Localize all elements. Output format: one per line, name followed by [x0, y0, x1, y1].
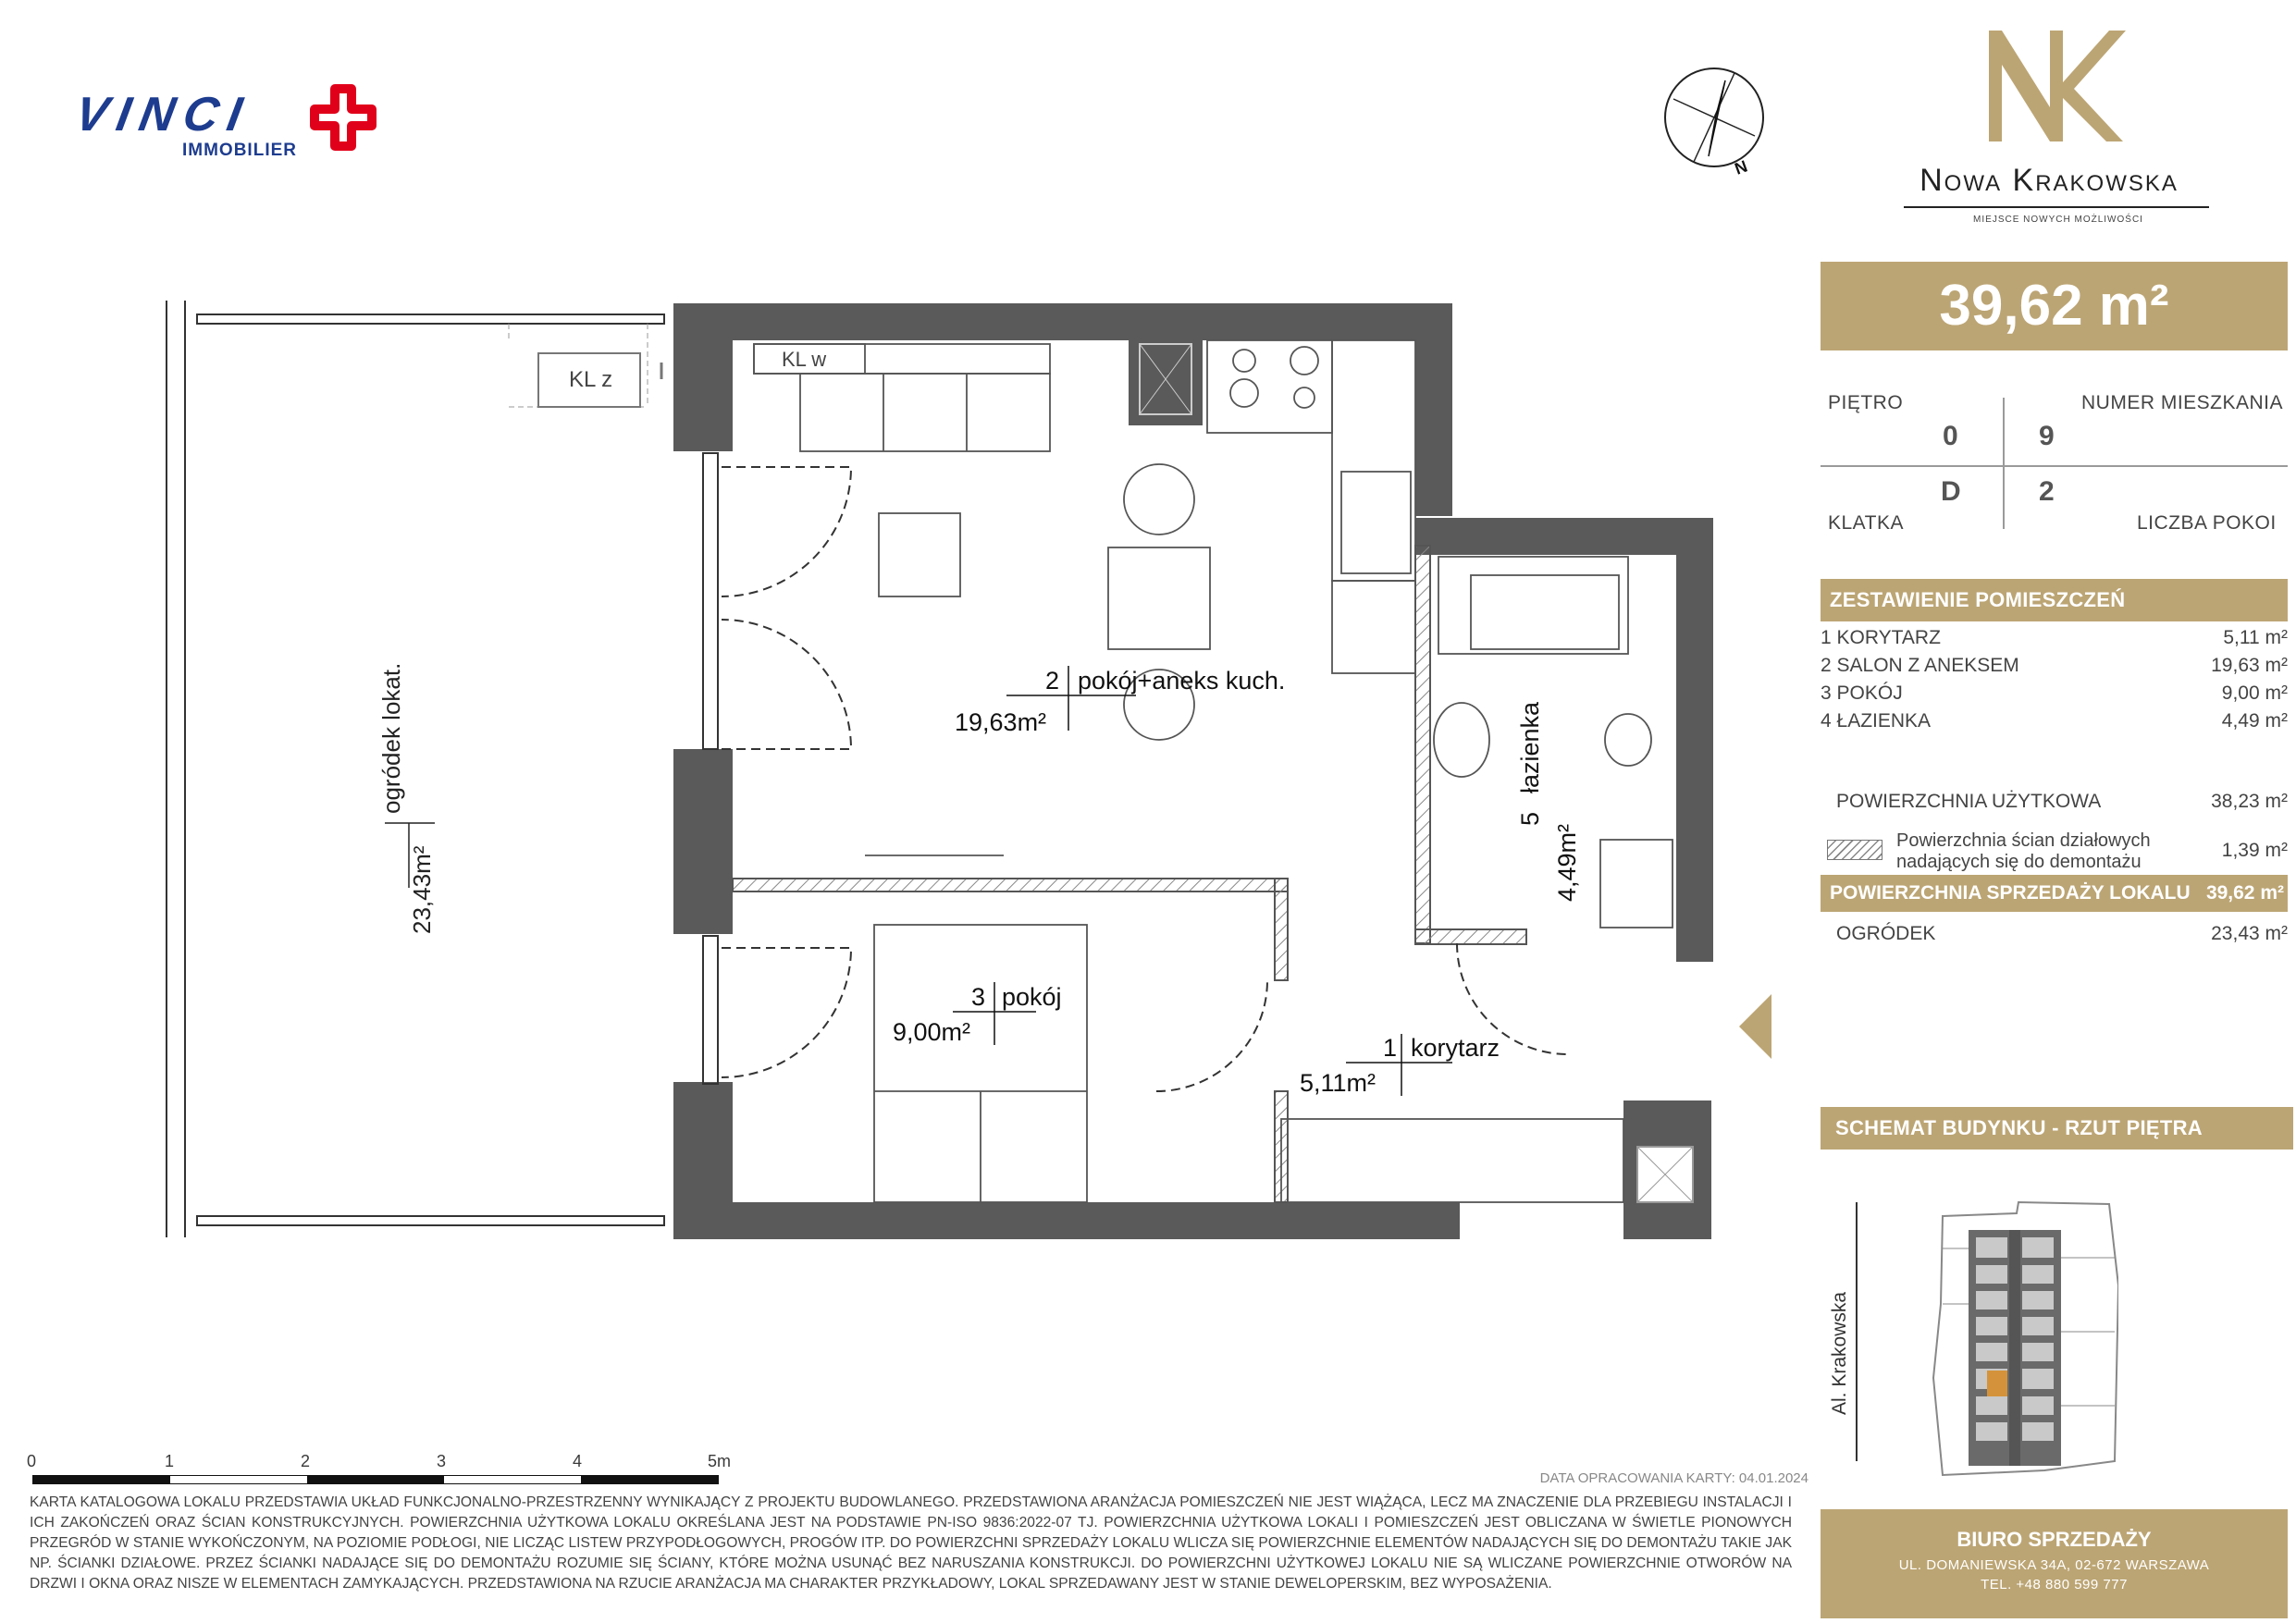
- room-row: [1821, 655, 2288, 682]
- room-row-area: 9,00 m²: [2221, 682, 2288, 704]
- scale-bar-strip: [32, 1475, 719, 1484]
- living-area: 19,63m²: [955, 708, 1047, 736]
- living-name: pokój+aneks kuch.: [1078, 667, 1286, 695]
- info-grid-vline: [2003, 398, 2005, 529]
- garden-label: OGRÓDEK: [1836, 923, 1936, 944]
- sale-area-row: [1821, 875, 2288, 912]
- sales-office-title: BIURO SPRZEDAŻY: [1957, 1528, 2152, 1551]
- room-row-name: 1 KORYTARZ: [1821, 627, 1941, 648]
- living-num: 2: [1045, 667, 1060, 695]
- scale-tick: 0: [27, 1452, 37, 1470]
- number-label: NUMER MIESZKANIA: [2081, 392, 2284, 413]
- number-value: 9: [2039, 421, 2055, 451]
- corridor-num: 1: [1383, 1034, 1398, 1062]
- partition-walls: [733, 546, 1526, 1202]
- garden-row: [1836, 923, 2288, 945]
- staircase-value: D: [1941, 476, 1961, 507]
- room-row-area: 4,49 m²: [2221, 710, 2288, 732]
- area-badge: [1821, 262, 2288, 350]
- usable-area-value: 38,23 m²: [2211, 791, 2288, 812]
- sales-office-address: UL. DOMANIEWSKA 34A, 02-672 WARSZAWA: [1898, 1557, 2210, 1573]
- bath-num: 5: [1516, 811, 1544, 826]
- room-num: 3: [971, 983, 986, 1011]
- floor-value: 0: [1943, 421, 1958, 451]
- staircase-label: KLATKA: [1828, 512, 1904, 534]
- room-row-area: 5,11 m²: [2223, 627, 2288, 648]
- corridor-name: korytarz: [1411, 1034, 1500, 1062]
- project-tagline: MIEJSCE NOWYCH MOŻLIWOŚCI: [1973, 215, 2143, 225]
- scale-tick: 1: [165, 1452, 175, 1470]
- area-value: 39,62 m²: [1939, 274, 2169, 338]
- room-row: [1821, 710, 2288, 738]
- garden-area: [167, 301, 664, 1237]
- nk-monogram-icon: [1970, 26, 2128, 146]
- room-row-area: 19,63 m²: [2211, 655, 2288, 676]
- garden-area-label: 23,43m²: [408, 845, 436, 934]
- garden-name: ogródek lokat.: [377, 662, 405, 814]
- disclaimer: KARTA KATALOGOWA LOKALU PRZEDSTAWIA UKŁAD FUNKCJONALNO-PRZESTRZENNY WYNIKAJĄCY Z PROJEKTU BUDOWLANEGO. PRZEDSTAWIONA ARANŻACJA POMIESZCZEŃ NIE JEST WIĄŻĄCA, LECZ MA ZNACZENIE DLA PRZEBIEGU INSTALACJI I ICH ZAKOŃCZEŃ ORAZ ŚCIAN KONSTRUKCYJNYCH. POWIERZCHNIA UŻYTKOWA LOKALU OKREŚLANA JEST NA PODSTAWIE PN-ISO 9836:2022-07 TJ. POWIERZCHNIA UŻYTKOWA LOKALI I POMIESZCZEŃ JEST OBLICZANA W ŚWIETLE PIONOWYCH PRZEGRÓD W STANIE WYKOŃCZONYM, NA POZIOMIE PODŁOGI, NIE LICZĄC LISTEW PRZYPODŁOGOWYCH, PROGÓW ITP. DO POWIERZCHNI SPRZEDAŻY LOKALU WLICZA SIĘ POWIERZCHNIE ELEMENTÓW NADAJĄCYCH SIĘ DO DEMONTAŻU TAKIE JAK NP. ŚCIANKI DZIAŁOWE. PRZEZ ŚCIANKI NADAJĄCE SIĘ DO DEMONTAŻU ROZUMIE SIĘ ŚCIANY, KTÓRE MOŻNA USUNĄĆ BEZ NARUSZANIA KONSTRUKCJI. DO POWIERZCHNI UŻYTKOWEJ LOKALU NIE SĄ WLICZANE POWIERZCHNIE OTWORÓW NA DRZWI I OKNA ORAZ NISZE W ELEMENTACH ZAMYKAJĄCYCH. PRZEDSTAWIONA NA RZUCIE ARANŻACJA MA CHARAKTER PRZYKŁADOWY, LOKAL SPRZEDAWANY JEST W STANIE DEWELOPERSKIM, BEZ WYPOSAŻENIA.: [30, 1494, 1792, 1592]
- vinci-wordmark: VINCI: [70, 88, 255, 141]
- sales-office-box: [1821, 1509, 2288, 1618]
- rooms-value: 2: [2039, 476, 2055, 507]
- sale-area-value: 39,62 m²: [2205, 882, 2284, 904]
- date-line: DATA OPRACOWANIA KARTY: 04.01.2024: [1539, 1470, 1808, 1486]
- walls-value: 1,39 m²: [2221, 840, 2288, 861]
- info-grid-hline: [1821, 465, 2288, 467]
- rooms-label: LICZBA POKOI: [2137, 512, 2277, 534]
- bath-area: 4,49m²: [1553, 823, 1581, 902]
- scale-tick: 3: [437, 1452, 447, 1470]
- usable-area-row: [1836, 791, 2288, 813]
- project-name-underline: [1904, 206, 2209, 208]
- scale-tick: 2: [301, 1452, 311, 1470]
- room-row-name: 3 POKÓJ: [1821, 682, 1903, 704]
- room-row-name: 4 ŁAZIENKA: [1821, 710, 1932, 732]
- hatch-swatch-icon: [1827, 840, 1882, 860]
- walls-label: [1896, 830, 2151, 873]
- room-row: [1821, 682, 2288, 710]
- scale-tick: 5m: [708, 1452, 732, 1470]
- nowa-krakowska-logo: [1878, 26, 2220, 239]
- rooms-summary-header: ZESTAWIENIE POMIESZCZEŃ: [1821, 579, 2288, 621]
- room-row: [1821, 627, 2288, 655]
- room-name: pokój: [1002, 983, 1062, 1011]
- usable-area-label: POWIERZCHNIA UŻYTKOWA: [1836, 791, 2102, 812]
- room-row-name: 2 SALON Z ANEKSEM: [1821, 655, 2019, 676]
- walls: [673, 303, 1713, 1239]
- room-area: 9,00m²: [893, 1018, 971, 1046]
- entry-arrow-icon: [1739, 994, 1771, 1059]
- scale-bar: [27, 1452, 732, 1494]
- sale-area-label: POWIERZCHNIA SPRZEDAŻY LOKALU: [1830, 882, 2191, 904]
- street-label: Al. Krakowska: [1829, 1291, 1850, 1415]
- walls-label-line1: Powierzchnia ścian działowych: [1896, 830, 2151, 851]
- highlighted-unit: [1987, 1371, 2007, 1396]
- sales-office-phone: TEL. +48 880 599 777: [1981, 1577, 2128, 1592]
- project-name: Nowa Krakowska: [1920, 163, 2179, 198]
- compass-north-label: N: [1732, 156, 1750, 178]
- garden-value: 23,43 m²: [2211, 923, 2288, 944]
- stair-lower-label: KL z: [569, 367, 613, 392]
- corridor-area: 5,11m²: [1300, 1069, 1376, 1097]
- floor-label: PIĘTRO: [1828, 392, 1904, 413]
- stair-upper-label: KL w: [782, 348, 827, 371]
- building-scheme: [1804, 1193, 2118, 1480]
- bath-name: łazienka: [1516, 701, 1544, 793]
- vinci-subtitle: IMMOBILIER: [182, 141, 297, 160]
- scale-tick: 4: [573, 1452, 583, 1470]
- walls-label-line2: nadających się do demontażu: [1896, 852, 2142, 872]
- building-scheme-header: SCHEMAT BUDYNKU - RZUT PIĘTRA: [1821, 1107, 2293, 1150]
